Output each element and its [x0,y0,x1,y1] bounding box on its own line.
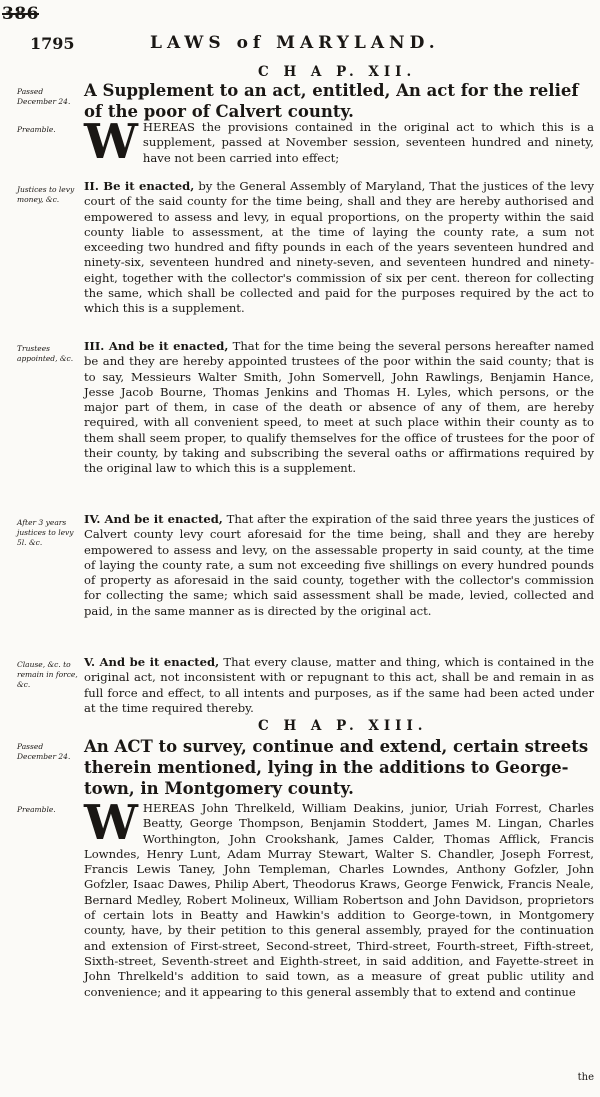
chapter-13-heading: C H A P. XIII. [258,718,428,734]
margin-note-section-4: After 3 years justices to levy 5l. &c. [17,518,74,547]
margin-note-passed-12: Passed December 24. [17,87,71,106]
margin-note-passed-13: Passed December 24. [17,742,71,761]
chapter-13-title: An ACT to survey, continue and extend, certain streets therein mentioned, lying in the additions to George-town, in Montgomery county. [84,737,589,798]
margin-note-section-2: Justices to levy money, &c. [17,185,75,204]
catchword: the [577,1072,594,1083]
year: 1795 [30,34,75,53]
chapter-12-preamble: WHEREAS the provisions contained in the original act to which this is a supplement, passed at November session, seventeen hundred and ninety, have not been carried into effect; [84,114,594,170]
margin-note-section-5: Clause, &c. to remain in force, &c. [17,660,78,689]
running-title: LAWS of MARYLAND. [150,33,440,53]
page-number: 386 [2,4,39,24]
section-2: II. Be it enacted, by the General Assembly of Maryland, That the justices of the levy court of the said county for the time being, shall and they are hereby authorised and empowered to assess and levy, in equal proportions, on the property within the said county liable to assessment, at the time of laying the county rate, a sum not exceeding two hundred and fifty pounds in each of the years seventeen hundred and ninety-six, seventeen hundred and ninety-seven, and seventeen hundred and ninety-eight, together with the collector's commission of six per cent. thereon for collecting the same, which shall be collected and paid for the purposes required by the act to which this is a supplement. [84,179,595,316]
margin-note-preamble-12: Preamble. [17,125,56,134]
chapter-13-preamble: WHEREAS John Threlkeld, William Deakins, junior, Uriah Forrest, Charles Beatty, George Thompson, Benjamin Stoddert, James M. Lingan, Charles Worthington, John Crookshank, James Calder, Thomas Afflick, Francis Lowndes, Henry Lunt, Adam Murray Stewart, Walter S. Chandler, Joseph Forrest, Francis Lewis Taney, John Templeman, Charles Lowndes, Anthony Gofzler, John Gofzler, Isaac Dawes, Philip Abert, Theodorus Kraws, George Fenwick, Francis Neale, Bernard Medley, Robert Molineux, William Robertson and John Davidson, proprietors of certain lots in Beatty and Hawkin's addition to George-town, in Montgomery county, have, by their petition to this general assembly, prayed for the continuation and extension of First-street, Second-street, Third-street, Fourth-street, Fifth-street, Sixth-street, Seventh-street and Eighth-street, in said addition, and Fayette-street in John Threlkeld's addition to said town, as a measure of great public utility and convenience; and it appearing to this general assembly that to extend and continue [84,795,594,999]
chapter-12-heading: C H A P. XII. [258,64,417,80]
chapter-12-title: A Supplement to an act, entitled, An act for the relief of the poor of Calvert county. [84,81,579,121]
margin-note-section-3: Trustees appointed, &c. [17,344,74,363]
drop-cap: W [84,114,138,170]
margin-note-preamble-13: Preamble. [17,805,56,814]
drop-cap: W [84,795,138,851]
section-5: V. And be it enacted, That every clause, matter and thing, which is contained in the original act, not inconsistent with or repugnant to this act, shall be and remain in as full force and effect, to all intents and purposes, as if the same had been acted under at the time required thereby. [84,655,595,715]
section-4: IV. And be it enacted, That after the expiration of the said three years the justices of Calvert county levy court aforesaid for the time being, shall and they are hereby empowered to assess and levy, on the assessable property in said county, at the time of laying the county rate, a sum not exceeding five shillings on every hundred pounds of property as aforesaid in the said county, together with the collector's commission for collecting the same; which said assessment shall be made, levied, collected and paid, in the same manner as is directed by the original act. [84,512,594,618]
section-3: III. And be it enacted, That for the time being the several persons hereafter named be and they are hereby appointed trustees of the poor within the said county; that is to say, Messieurs Walter Smith, John Somervell, John Rawlings, Benjamin Hance, Jesse Jacob Bourne, Thomas Jenkins and Thomas H. Lyles, which persons, or the major part of them, in case of the death or absence of any of them, are hereby required, with all convenient speed, to meet at such place within their county as to them shall seem proper, to qualify themselves for the office of trustees for the poor of their county, by taking and subscribing the several oaths or affirmations required by the original law to which this is a supplement. [84,339,594,476]
